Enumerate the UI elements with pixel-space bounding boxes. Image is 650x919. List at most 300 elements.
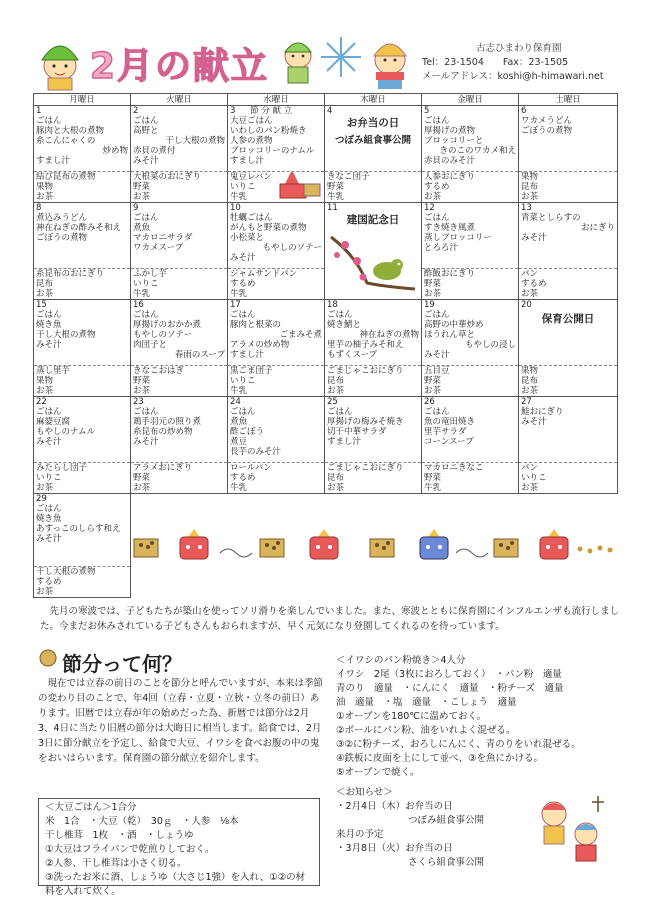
day-number: 13 — [521, 203, 532, 213]
recipe-line: ⑤オーブンで焼く。 — [336, 767, 420, 778]
day-cell — [34, 106, 131, 172]
snack-item: お茶 — [521, 289, 539, 299]
snack-item: 野菜 — [424, 473, 442, 483]
menu-item: 煮魚 — [133, 223, 151, 233]
menu-item: ごぼうの煮物 — [36, 233, 88, 243]
menu-item: すまし汁 — [230, 350, 265, 360]
snack-item: 野菜 — [424, 376, 442, 386]
snack-cell — [34, 463, 131, 494]
menu-item: 長芋のみそ汁 — [230, 447, 282, 457]
kid-winter-illustration — [278, 34, 318, 86]
menu-item: 焼き魚 — [36, 320, 62, 330]
snowflake-icon — [318, 34, 364, 80]
snack-item: きなこ団子 — [327, 172, 370, 182]
menu-item: ごはん — [230, 407, 256, 417]
menu-item: ごはん — [424, 310, 450, 320]
event-label: お弁当の日 — [346, 117, 400, 129]
day-cell — [34, 203, 131, 269]
kids-playing-illustration — [528, 790, 614, 870]
day-number: 24 — [230, 397, 241, 407]
snack-item: いりこ — [133, 279, 159, 289]
snack-item: 昆布 — [521, 376, 539, 386]
day-number: 16 — [133, 300, 144, 310]
day-cell — [228, 203, 325, 269]
day-number: 10 — [230, 203, 241, 213]
recipe-line: 米 1合 ・大豆（乾） 30ｇ ・人参 ⅛本 — [45, 816, 239, 827]
snack-cell — [228, 366, 325, 397]
snack-item: お茶 — [36, 587, 54, 597]
snack-item: 果物 — [521, 172, 539, 182]
menu-item: がんもと野菜の煮物 — [230, 223, 307, 233]
menu-calendar — [33, 93, 618, 598]
menu-item: みそ汁 — [133, 437, 159, 447]
snack-cell — [422, 172, 519, 203]
snack-item: 野菜 — [133, 376, 151, 386]
menu-item: 炒め物 — [102, 146, 128, 156]
bean-trail-icon — [578, 546, 613, 554]
menu-item: みそ汁 — [521, 233, 547, 243]
snack-cell — [228, 172, 325, 203]
day-number: 4 — [327, 106, 333, 116]
day-cell — [228, 106, 325, 172]
masu-box-icon — [370, 539, 394, 557]
snack-cell — [34, 366, 131, 397]
weekday-sat: 土曜日 — [519, 94, 618, 106]
snack-cell — [34, 172, 131, 203]
snack-cell — [422, 366, 519, 397]
menu-item: 煮魚 — [230, 417, 248, 427]
snack-item: 昆布 — [327, 473, 345, 483]
menu-item: とろろ汁 — [424, 243, 459, 253]
oni-face-icon — [180, 529, 208, 559]
snack-item: お茶 — [521, 192, 539, 202]
recipe-line: ④鉄板に皮面を上にして並べ、③を魚にかける。 — [336, 753, 544, 764]
snack-item: 人参おにぎり — [424, 172, 476, 182]
snack-item: するめ — [36, 577, 62, 587]
menu-item: みそ汁 — [133, 156, 159, 166]
header — [30, 30, 420, 94]
day-number: 17 — [230, 300, 241, 310]
snack-item: お茶 — [133, 386, 151, 396]
weekday-thu: 木曜日 — [325, 94, 422, 106]
day-cell — [519, 397, 618, 463]
recipe-line: 干し椎茸 1枚 ・酒 ・しょうゆ — [45, 830, 194, 841]
menu-item: 人参の煮物 — [230, 136, 273, 146]
snack-item: お茶 — [36, 192, 54, 202]
day-number: 27 — [521, 397, 532, 407]
snack-item: 牛乳 — [327, 192, 345, 202]
menu-item: 焼き鯖と — [327, 320, 362, 330]
recipe-line: ①オーブンを180℃に温めておく。 — [336, 711, 487, 722]
menu-item: 高野と — [133, 126, 159, 136]
snack-item: 果物 — [36, 376, 54, 386]
day-number: 26 — [424, 397, 435, 407]
recipe-line: ①大豆はフライパンで乾煎りしておく。 — [45, 844, 215, 855]
menu-item: すまし汁 — [36, 156, 71, 166]
day-cell — [325, 106, 422, 172]
snack-item: いりこ — [230, 376, 256, 386]
snack-item: ごまじゃこおにぎり — [327, 463, 404, 473]
day-cell — [422, 106, 519, 172]
menu-item: マカロニサラダ — [133, 233, 193, 243]
snack-item: お茶 — [521, 483, 539, 493]
soybean-rice-recipe — [38, 798, 320, 897]
recipe-line: 青のり 適量 ・にんにく 適量 ・粉チーズ 適量 — [336, 683, 564, 694]
menu-item: 干し大根の煮物 — [36, 330, 96, 340]
recipe-line: イワシ 2尾（3枚におろしておく） ・パン粉 適量 — [336, 669, 562, 680]
menu-item: いわしのパン粉焼き — [230, 126, 307, 136]
snack-item: 酢飯おにぎり — [424, 269, 476, 279]
menu-item: ごまみそ煮 — [279, 330, 322, 340]
menu-item: 里芋の柚子みそ和え — [327, 340, 404, 350]
menu-item: ごはん — [133, 213, 159, 223]
snack-cell — [34, 567, 131, 598]
snack-cell — [325, 366, 422, 397]
snack-item: 昆布 — [36, 279, 54, 289]
menu-item: 切干中華サラダ — [327, 427, 387, 437]
menu-item: ごはん — [133, 310, 159, 320]
menu-item: もやしのソテー — [262, 243, 322, 253]
menu-item: みそ汁 — [36, 534, 62, 544]
menu-item: 厚揚げのおかか煮 — [133, 320, 202, 330]
menu-item: 魚の竜田焼き — [424, 417, 476, 427]
recipe-title: ＜大豆ごはん＞1合分 — [45, 802, 137, 813]
menu-item: 鶏手羽元の照り煮 — [133, 417, 202, 427]
menu-item: 肉団子と — [133, 340, 168, 350]
snack-item: お茶 — [521, 386, 539, 396]
day-cell — [34, 300, 131, 366]
snack-item: お茶 — [327, 386, 345, 396]
day-cell — [325, 397, 422, 463]
day-number: 2 — [133, 106, 139, 116]
oni-mask-with-beans-icon — [278, 172, 322, 201]
snack-item: 昆布 — [521, 182, 539, 192]
menu-item: もずくスープ — [327, 350, 378, 360]
menu-item: ごはん — [424, 116, 450, 126]
menu-item: コーンスープ — [424, 437, 474, 447]
snack-item: 干し大根の煮物 — [36, 567, 96, 577]
menu-item: 煮豆 — [230, 437, 248, 447]
announcement-line: ・2月4日（木）お弁当の日 — [336, 801, 453, 812]
menu-item: 酢ごぼう — [230, 427, 265, 437]
menu-item: ごはん — [133, 116, 159, 126]
recipe-line: ②人参、干し椎茸は小さく切る。 — [45, 858, 187, 869]
day-cell — [131, 106, 228, 172]
setsubun-title: 節分って何？ — [62, 652, 182, 676]
day-cell — [422, 300, 519, 366]
snack-item: お茶 — [36, 483, 54, 493]
event-label: つぼみ組食事公開 — [334, 135, 411, 146]
day-number: 25 — [327, 397, 338, 407]
menu-item: 厚揚げの梅みそ焼き — [327, 417, 404, 427]
snack-item: 牛乳 — [133, 289, 151, 299]
snack-item: お茶 — [133, 192, 151, 202]
menu-item: 春雨のスープ — [174, 350, 225, 360]
weekday-fri: 金曜日 — [422, 94, 519, 106]
oni-and-beans-decoration — [130, 527, 620, 567]
snack-cell — [422, 269, 519, 300]
snack-cell — [131, 269, 228, 300]
kid-with-hat-illustration — [30, 30, 90, 92]
menu-item: 煮込みうどん — [36, 213, 88, 223]
menu-item: みそ汁 — [36, 340, 62, 350]
snack-item: 大根菜のおにぎり — [133, 172, 202, 182]
menu-item: 小松菜と — [230, 233, 265, 243]
day-cell — [228, 300, 325, 366]
day-cell — [325, 203, 422, 300]
day-cell — [34, 494, 131, 567]
menu-item: ごはん — [36, 407, 62, 417]
menu-item: ごはん — [327, 407, 353, 417]
menu-item: ごはん — [230, 310, 256, 320]
masu-box-icon — [134, 539, 158, 557]
snack-item: するめ — [230, 279, 256, 289]
email: メールアドレス：koshi@h-himawari.net — [422, 71, 604, 82]
snack-item: 果物 — [36, 182, 54, 192]
snack-item: 果物 — [521, 366, 539, 376]
day-number: 5 — [424, 106, 430, 116]
menu-item: みそ汁 — [230, 253, 256, 263]
menu-item: ほうれん草と — [424, 330, 476, 340]
snack-item: するめ — [230, 473, 256, 483]
day-cell — [422, 203, 519, 269]
snack-item: 野菜 — [133, 473, 151, 483]
bean-icon — [36, 646, 60, 670]
weekday-wed: 水曜日 — [228, 94, 325, 106]
day-number: 22 — [36, 397, 47, 407]
snack-item: 野菜 — [327, 182, 345, 192]
day-number: 1 — [36, 106, 42, 116]
snack-cell — [228, 269, 325, 300]
snack-item: ロールパン — [230, 463, 272, 473]
snack-item: お茶 — [424, 386, 442, 396]
day-cell — [131, 300, 228, 366]
recipe-line: ③洗ったお米に酒、しょうゆ（大さじ1強）を入れ、①②の材料を入れて炊く。 — [45, 872, 306, 897]
announcement-line: つぼみ組食事公開 — [408, 815, 485, 826]
snack-item: 野菜 — [424, 279, 442, 289]
oni-face-icon — [420, 529, 448, 559]
menu-item: ワカメスープ — [133, 243, 184, 253]
menu-item: ブロッコリーと — [424, 136, 484, 146]
announcement-line: 来月の予定 — [336, 829, 384, 840]
menu-item: もやしのソテー — [133, 330, 193, 340]
menu-item: ごはん — [36, 116, 62, 126]
day-cell — [131, 203, 228, 269]
snack-item: 牛乳 — [230, 483, 248, 493]
snack-item: 牛乳 — [230, 386, 248, 396]
recipe-line: ③②に粉チーズ、おろしにんにく、青のりをいれ混ぜる。 — [336, 739, 581, 750]
kid-with-scarf-illustration — [364, 32, 416, 90]
menu-item: ブロッコリーのナムル — [230, 146, 315, 156]
day-number: 23 — [133, 397, 144, 407]
announcement-line: さくら組食事公開 — [408, 857, 485, 868]
menu-item: 赤貝の煮付 — [133, 146, 176, 156]
oni-face-icon — [540, 529, 568, 559]
menu-item: 神在ねぎの酢みそ和え — [36, 223, 122, 233]
snack-cell — [131, 366, 228, 397]
menu-item: 青菜としらすの — [521, 213, 581, 223]
menu-item: ワカメうどん — [521, 116, 573, 126]
masu-box-icon — [494, 539, 518, 557]
menu-item: ごはん — [36, 504, 62, 514]
snack-item: 黒ごま団子 — [230, 366, 273, 376]
menu-item: 糸昆布の炒め物 — [133, 427, 193, 437]
contact-info — [422, 42, 630, 84]
menu-item: すき焼き風煮 — [424, 223, 476, 233]
menu-item: ごはん — [424, 213, 450, 223]
menu-item: 麻婆豆腐 — [36, 417, 71, 427]
snack-cell — [325, 172, 422, 203]
day-number: 9 — [133, 203, 139, 213]
menu-item: ごはん — [133, 407, 159, 417]
snack-item: お茶 — [36, 289, 54, 299]
menu-item: おにぎり — [580, 223, 615, 233]
menu-item: ごはん — [327, 310, 353, 320]
snack-item: するめ — [424, 182, 450, 192]
announcement-line: ・3月8日（火）お弁当の日 — [336, 843, 453, 854]
event-label: 保育公開日 — [541, 313, 595, 325]
day-number: 12 — [424, 203, 435, 213]
day-number: 6 — [521, 106, 527, 116]
menu-item: みそ汁 — [424, 350, 450, 360]
page-title: 2月の献立 — [90, 46, 270, 87]
oni-face-icon — [310, 529, 338, 559]
snack-item: 昆布 — [327, 376, 345, 386]
menu-item: 糸こんにゃくの — [36, 136, 96, 146]
snack-item: みたらし団子 — [36, 463, 88, 473]
weekday-mon: 月曜日 — [34, 94, 131, 106]
menu-item: 鮭おにぎり — [521, 407, 564, 417]
snack-item: お茶 — [424, 289, 442, 299]
menu-item: 干し大根の煮物 — [165, 136, 225, 146]
snack-item: 牛乳 — [424, 483, 442, 493]
menu-item: 里芋サラダ — [424, 427, 467, 437]
day-number: 18 — [327, 300, 338, 310]
menu-item: 焼き魚 — [36, 514, 62, 524]
snack-item: ジャムサンドパン — [230, 269, 298, 279]
snack-cell — [519, 463, 618, 494]
recipe-line: 油 適量 ・塩 適量 ・こしょう 適量 — [336, 697, 517, 708]
day-number: 29 — [36, 494, 47, 504]
menu-item: 牡蠣ごはん — [230, 213, 273, 223]
menu-item: あすっこのしらす和え — [36, 524, 121, 534]
snack-item: 鬼豆レバン — [230, 172, 272, 182]
day-cell — [228, 397, 325, 463]
snack-item: パン — [521, 269, 539, 279]
menu-item: みそ汁 — [521, 417, 547, 427]
snack-item: マカロニきなこ — [424, 463, 484, 473]
snack-cell — [325, 463, 422, 494]
menu-item: みそ汁 — [36, 437, 62, 447]
masu-box-icon — [260, 539, 284, 557]
day-number: 11 — [327, 203, 338, 213]
snack-item: パン — [521, 463, 539, 473]
snack-item: 野菜 — [133, 182, 151, 192]
announcements-title: ＜お知らせ＞ — [336, 787, 393, 798]
snack-cell — [519, 269, 618, 300]
day-number: 8 — [36, 203, 42, 213]
snack-cell — [519, 366, 618, 397]
day-number: 3 — [230, 106, 236, 116]
snack-item: するめ — [521, 279, 547, 289]
menu-item: 厚揚げの煮物 — [424, 126, 476, 136]
snack-item: ごまじゃこおにぎり — [327, 366, 404, 376]
snack-cell — [519, 172, 618, 203]
menu-item: すまし汁 — [327, 437, 362, 447]
iwashi-recipe — [330, 652, 638, 776]
monthly-notice: 先月の寒波では、子どもたちが築山を使ってソリ滑りを楽しんでいました。また、寒波とともに保育園にインフルエンザも流行しました。今まだお休みされている子どもさんもおられますが、早く元気になり登園してくれるのを待っています。 — [40, 606, 620, 632]
menu-item: すまし汁 — [230, 156, 265, 166]
snack-item: お茶 — [327, 483, 345, 493]
snack-cell — [422, 463, 519, 494]
menu-item: 赤貝のみそ汁 — [424, 156, 476, 166]
menu-item: ごはん — [36, 310, 62, 320]
day-number: 19 — [424, 300, 435, 310]
menu-item: ごぼうの煮物 — [521, 126, 573, 136]
snack-item: きなこおはぎ — [133, 366, 185, 376]
snack-item: いりこ — [230, 182, 256, 192]
snack-item: 牛乳 — [230, 289, 248, 299]
day-cell — [325, 300, 422, 366]
snack-item: アラメおにぎり — [133, 463, 193, 473]
recipe-line: ②ボールにパン粉、油をいれよく混ぜる。 — [336, 725, 516, 736]
weekday-tue: 火曜日 — [131, 94, 228, 106]
snack-item: ふかし芋 — [133, 269, 168, 279]
menu-item: もやしの浸し — [464, 340, 516, 350]
snack-item: 五目豆 — [424, 366, 450, 376]
menu-item: 大豆ごはん — [230, 116, 273, 126]
snack-cell — [34, 269, 131, 300]
snack-item: お茶 — [424, 192, 442, 202]
menu-item: 神在ねぎの煮物 — [359, 330, 419, 340]
recipe-title: ＜イワシのパン粉焼き＞4人分 — [336, 655, 466, 666]
snack-item: 蒸し里芋 — [36, 366, 71, 376]
snack-item: お茶 — [36, 386, 54, 396]
menu-item: 豚肉と根菜の — [230, 320, 282, 330]
snack-cell — [131, 463, 228, 494]
snack-item: いりこ — [521, 473, 547, 483]
menu-item: アラメの炒め物 — [230, 340, 290, 350]
snack-item: いりこ — [36, 473, 62, 483]
menu-item: 高野の中華炒め — [424, 320, 484, 330]
tel: Tel：23-1504 — [422, 57, 484, 68]
fax: Fax：23-1505 — [502, 57, 569, 68]
nursery-name: 古志ひまわり保育園 — [476, 43, 562, 54]
day-cell — [519, 203, 618, 269]
day-cell — [422, 397, 519, 463]
day-number: 15 — [36, 300, 47, 310]
menu-item: ごはん — [424, 407, 450, 417]
day-cell — [519, 106, 618, 172]
snack-item: 結び昆布の煮物 — [36, 172, 96, 182]
snack-item: お茶 — [133, 483, 151, 493]
menu-item: 蒸しブロッコリー — [424, 233, 492, 243]
menu-item: きのこのワカメ和え — [439, 146, 516, 156]
day-cell — [131, 397, 228, 463]
setsubun-body: 現在では立春の前日のことを節分と呼んでいますが、本来は季節の変わり目のことで、年4回（立春・立夏・立秋・立冬の前日）あります。旧暦では立春が年の始めだった為、新暦では節分は2月3、4日に当たり旧暦の節分は大晦日に相当します。給食では、2月3日に節分献立を予定し、給食で大豆、イワシを食べお腹の中の鬼をおいはらいます。保育園の節分献立を紹介します。 — [38, 678, 324, 764]
snack-cell — [131, 172, 228, 203]
plum-blossom-bird-illustration — [327, 227, 419, 291]
announcements — [330, 784, 542, 872]
day-cell — [34, 397, 131, 463]
menu-item: もやしのナムル — [36, 427, 96, 437]
snack-cell — [228, 463, 325, 494]
setsubun-menu-heading: 節 分 献 立 — [250, 106, 293, 116]
snack-item: 糸昆布のおにぎり — [36, 269, 105, 279]
snack-item: 牛乳 — [230, 192, 248, 202]
day-number: 20 — [521, 300, 532, 310]
empty-days — [131, 567, 618, 598]
